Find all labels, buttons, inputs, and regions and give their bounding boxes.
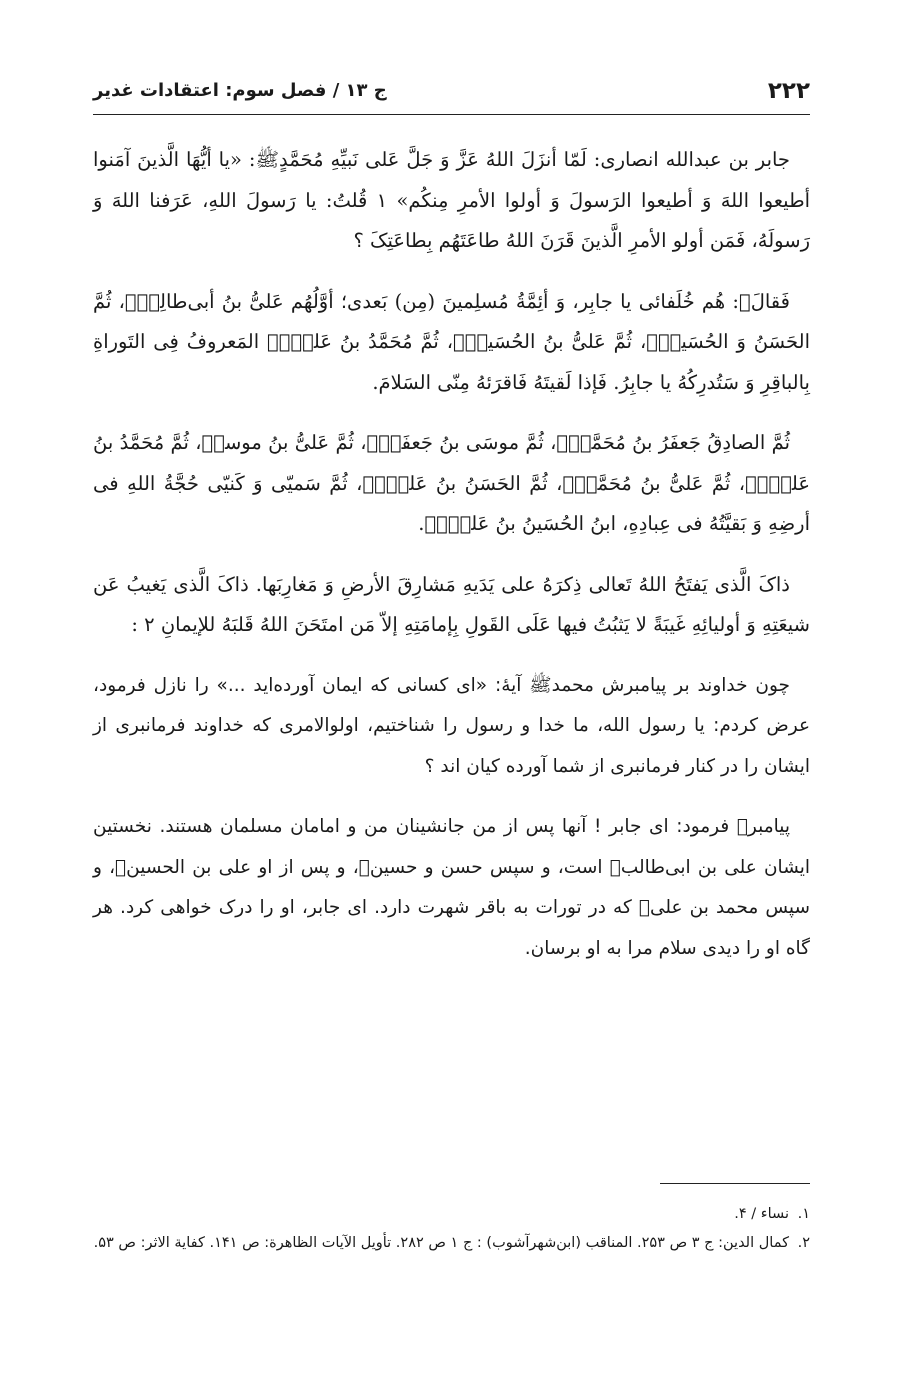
footnote-separator: [660, 1183, 810, 1184]
arabic-paragraph-3: ثُمَّ الصادِقُ جَعفَرُ بنُ مُحَمَّدٍؑ، ثُمَّ موسَی بنُ جَعفَرٍؑ، ثُمَّ عَلیُّ بنُ موسیؑ، ثُمَّ مُحَمَّدُ بنُ عَلیٍّؑ، ثُمَّ عَلیُّ بنُ مُحَمَّدٍؑ، ثُمَّ الحَسَنُ بنُ عَلیٍّؑ، ثُمَّ سَمیّی وَ کَنیّی حُجَّةُ اللهِ فی أرضِهِ وَ بَقیَّتُهُ فی عِبادِهِ، ابنُ الحُسَینُ بنُ عَلیٍّؑ.: [93, 431, 810, 535]
footnote-2: [93, 1230, 810, 1257]
page-header: [93, 66, 810, 115]
footnote-number: ۱.: [797, 1206, 810, 1222]
persian-paragraph-2: پیامبرﷺ فرمود: ای جابر ! آنها پس از من جانشینان من و امامان مسلمان هستند. نخستین ایشان علی بن ابی‌طالبؑ است، و سپس حسن و حسینؑ، و پس از او علی بن الحسینؑ، و سپس محمد بن علیؑ که در تورات به باقر شهرت دارد. ای جابر، او را درک خواهی کرد. هر گاه او را دیدی سلام مرا به او برسان.: [93, 816, 810, 959]
footnote-text: کمال الدین: ج ۳ ص ۲۵۳. المناقب (ابن‌شهرآشوب) : ج ۱ ص ۲۸۲. تأویل الآیات الظاهرة: ص ۱۴۱. کفایة الاثر: ص ۵۳.: [93, 1235, 789, 1251]
arabic-paragraph-2: فَقالَﷺ: هُم خُلَفائی یا جابِر، وَ أئِمَّةُ مُسلِمینَ (مِن) بَعدی؛ أوَّلُهُم عَلیُّ بنُ أبی‌طالِبٍؑ، ثُمَّ الحَسَنُ وَ الحُسَینُؑ، ثُمَّ عَلیُّ بنُ الحُسَینِؑ، ثُمَّ مُحَمَّدُ بنُ عَلیٍّؑ المَعروفُ فِی التَوراةِ بِالباقِرِ وَ سَتُدرِکُهُ یا جابِرُ. فَإذا لَقیتَهُ فَاقرَئهُ مِنّی السَلامَ.: [93, 289, 810, 394]
arabic-paragraph-4: ذاکَ الَّذی یَفتَحُ اللهُ تَعالی ذِکرَهُ علی یَدَیهِ مَشارِقَ الأرضِ وَ مَغارِبَها. ذاکَ الَّذی یَغیبُ عَن شیعَتِهِ وَ أولیائِهِ غَیبَةً لا یَثبُتُ فیها عَلَی القَولِ بِإمامَتِهِ إلاّ مَن امتَحَنَ اللهُ قَلبَهُ للإیمانِ ۲ :: [93, 572, 810, 636]
footnote-text: نساء / ۴.: [734, 1206, 789, 1222]
footnotes: [93, 1201, 810, 1259]
footnote-number: ۲.: [797, 1235, 810, 1251]
body-text: [93, 140, 810, 989]
arabic-paragraph-1: جابر بن عبدالله انصاری: لَمّا أنزَلَ اللهُ عَزَّ وَ جَلَّ عَلی نَبیِّهِ مُحَمَّدٍﷺ: «یا أیُّهَا الَّذینَ آمَنوا أطیعوا اللهَ وَ أطیعوا الرَسولَ وَ أولوا الأمرِ مِنکُم» ۱ قُلتُ: یا رَسولَ اللهِ، عَرَفنا اللهَ وَ رَسولَهُ، فَمَن أولو الأمرِ الَّذینَ قَرَنَ اللهُ طاعَتَهُم بِطاعَتِکَ ؟: [93, 148, 811, 252]
running-head: ج ۱۳ / فصل سوم: اعتقادات غدیر: [93, 80, 387, 101]
persian-paragraph-1: چون خداوند بر پیامبرش محمدﷺ آیهٔ: «ای کسانی که ایمان آورده‌اید ...» را نازل فرمود، عرض کردم: یا رسول الله، ما خدا و رسول را شناختیم، اولوالامری که خداوند فرمانبری از ایشان را در کنار فرمانبری از شما آورده کیان اند ؟: [93, 674, 810, 777]
page-number: ۲۲۲: [767, 78, 810, 104]
book-page: [93, 0, 810, 1390]
footnote-1: [93, 1201, 810, 1228]
